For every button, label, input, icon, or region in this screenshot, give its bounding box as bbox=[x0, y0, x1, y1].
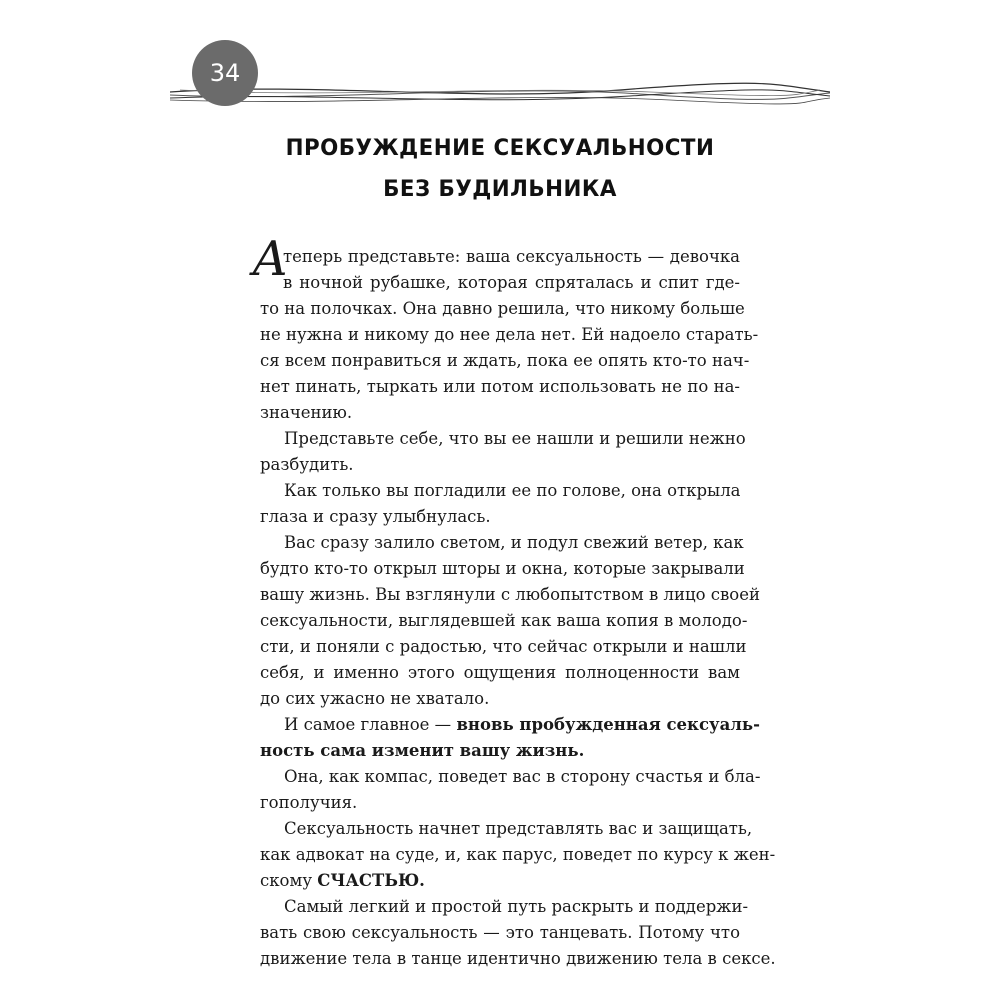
text-line: Представьте себе, что вы ее нашли и решили нежно bbox=[284, 429, 746, 448]
text-line: до сих ужасно не хватало. bbox=[260, 689, 490, 708]
emphasis-text: ность сама изменит вашу жизнь. bbox=[260, 741, 585, 760]
text-line bbox=[260, 868, 740, 894]
text-line bbox=[260, 738, 740, 764]
text-line: движение тела в танце идентично движению тела в сексе. bbox=[260, 949, 776, 968]
text-line: теперь представьте: ваша сексуальность — девочка bbox=[283, 247, 740, 266]
text-line: гополучия. bbox=[260, 793, 358, 812]
text-line: не нужна и никому до нее дела нет. Ей надоело старать- bbox=[260, 325, 759, 344]
text-line: то на полочках. Она давно решила, что никому больше bbox=[260, 299, 745, 318]
text-span: скому bbox=[260, 871, 318, 890]
text-span: И самое главное — bbox=[284, 715, 457, 734]
text-line: будто кто-то открыл шторы и окна, которые закрывали bbox=[260, 559, 745, 578]
drop-cap: А bbox=[252, 231, 289, 287]
text-line: разбудить. bbox=[260, 455, 354, 474]
page-number-badge bbox=[192, 40, 258, 106]
text-line: вашу жизнь. Вы взглянули с любопытством в лицо своей bbox=[260, 585, 760, 604]
text-line: значению. bbox=[260, 403, 353, 422]
text-line: сти, и поняли с радостью, что сейчас открыли и нашли bbox=[260, 637, 747, 656]
text-line: сексуальности, выглядевшей как ваша копия в молодо- bbox=[260, 611, 748, 630]
text-line: в ночной рубашке, которая спряталась и спит где- bbox=[283, 273, 740, 292]
text-line: Как только вы погладили ее по голове, она открыла bbox=[284, 481, 741, 500]
page-number: 34 bbox=[209, 59, 241, 87]
text-line: Самый легкий и простой путь раскрыть и поддержи- bbox=[284, 897, 749, 916]
text-line: вать свою сексуальность — это танцевать. Потому что bbox=[260, 923, 740, 942]
chapter-title-line-1: ПРОБУЖДЕНИЕ СЕКСУАЛЬНОСТИ bbox=[285, 135, 715, 161]
emphasis-text: вновь пробужденная сексуаль- bbox=[456, 715, 760, 734]
text-line bbox=[284, 712, 760, 738]
text-line: Она, как компас, поведет вас в сторону счастья и бла- bbox=[284, 767, 761, 786]
text-line: ся всем понравиться и ждать, пока ее опять кто-то нач- bbox=[260, 351, 750, 370]
text-line: глаза и сразу улыбнулась. bbox=[260, 507, 491, 526]
text-line: нет пинать, тыркать или потом использовать не по на- bbox=[260, 377, 740, 396]
emphasis-text: СЧАСТЬЮ. bbox=[317, 871, 425, 890]
text-line: себя, и именно этого ощущения полноценности вам bbox=[260, 663, 740, 682]
text-line: как адвокат на суде, и, как парус, поведет по курсу к жен- bbox=[260, 845, 776, 864]
decorative-rule bbox=[170, 72, 830, 112]
text-line: Сексуальность начнет представлять вас и защищать, bbox=[284, 819, 753, 838]
text-line: Вас сразу залило светом, и подул свежий ветер, как bbox=[284, 533, 744, 552]
chapter-title-line-2: БЕЗ БУДИЛЬНИКА bbox=[383, 176, 617, 202]
